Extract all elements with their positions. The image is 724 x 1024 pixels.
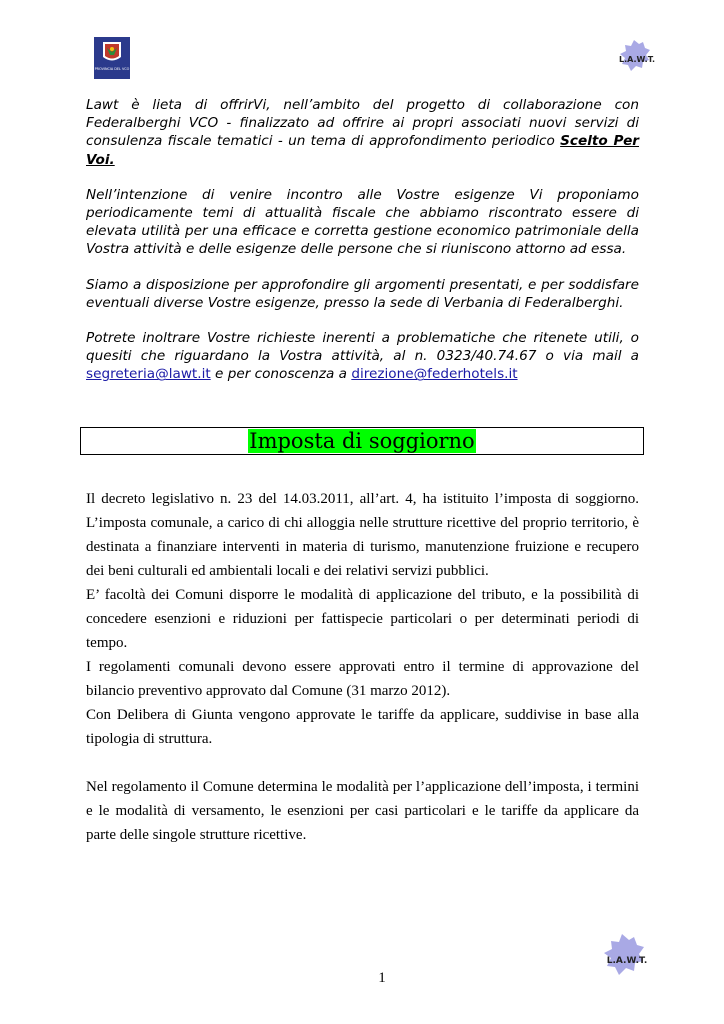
body-paragraph-5: Nel regolamento il Comune determina le modalità per l’applicazione dell’imposta, i termini e le modalità di versamento, le esenzioni per casi particolari e le tariffe da applicare da parte delle singole strutture ricettive. bbox=[86, 779, 639, 843]
intro-paragraph-4: Potrete inoltrare Vostre richieste inerenti a problematiche che ritenete utili, o quesiti che riguardano la Vostra attività, al n. 0323/40.74.67 o via mail a segreteria@lawt.it e per conoscenza a direzione@federhotels.it bbox=[86, 330, 639, 383]
body-paragraph-2: E’ facoltà dei Comuni disporre le modalità di applicazione del tributo, e la possibilità di concedere esenzioni e riduzioni per fattispecie particolari o per determinati periodi di tempo. bbox=[86, 587, 639, 651]
provincia-logo-icon bbox=[94, 37, 130, 79]
intro-paragraph-3: Siamo a disposizione per approfondire gli argomenti presentati, e per soddisfare eventuali diverse Vostre esigenze, presso la sede di Verbania di Federalberghi. bbox=[86, 276, 639, 311]
paragraph-gap bbox=[86, 751, 639, 775]
body-paragraph-1: Il decreto legislativo n. 23 del 14.03.2011, all’art. 4, ha istituito l’imposta di soggiorno. L’imposta comunale, a carico di chi alloggia nelle strutture ricettive del proprio territorio, è destinata a finanziare interventi in materia di turismo, manutenzione fruizione e recupero dei beni culturali ed ambientali locali e dei relativi servizi pubblici. bbox=[86, 491, 639, 579]
body-paragraph-3: I regolamenti comunali devono essere approvati entro il termine di approvazione del bilancio preventivo approvato dal Comune (31 marzo 2012). bbox=[86, 659, 639, 699]
section-title: Imposta di soggiorno bbox=[249, 429, 475, 453]
lawt-logo-text: L.A.W.T. bbox=[618, 55, 656, 64]
intro-paragraph-2: Nell’intenzione di venire incontro alle Vostre esigenze Vi proponiamo periodicamente temi di attualità fiscale che abbiamo riscontrato essere di elevata utilità per una efficace e corretta gestione economico patrimoniale della Vostra attività e delle esigenze delle persone che si riuniscono attorno ad essa. bbox=[86, 186, 639, 258]
footer-lawt-logo-icon bbox=[594, 932, 660, 982]
lawt-logo-icon bbox=[612, 38, 662, 78]
section-title-box bbox=[80, 427, 644, 455]
scelto-per-voi-label: Scelto Per Voi. bbox=[86, 133, 639, 168]
segreteria-email-link[interactable]: segreteria@lawt.it bbox=[86, 366, 211, 383]
body-paragraph-4: Con Delibera di Giunta vengono approvate le tariffe da applicare, suddivise in base alla tipologia di struttura. bbox=[86, 707, 639, 747]
intro-section bbox=[86, 96, 639, 401]
body-section bbox=[86, 487, 639, 847]
footer-lawt-logo-text: L.A.W.T. bbox=[606, 956, 648, 966]
intro-paragraph-1: Lawt è lieta di offrirVi, nell’ambito del progetto di collaborazione con Federalberghi VCO - finalizzato ad offrire ai propri associati nuovi servizi di consulenza fiscale tematici - un tema di approfondimento periodico Scelto Per Voi. bbox=[86, 97, 639, 168]
provincia-logo-text: PROVINCIA DEL VCO bbox=[94, 67, 130, 71]
page-number: 1 bbox=[378, 970, 386, 986]
direzione-email-link[interactable]: direzione@federhotels.it bbox=[351, 366, 518, 383]
